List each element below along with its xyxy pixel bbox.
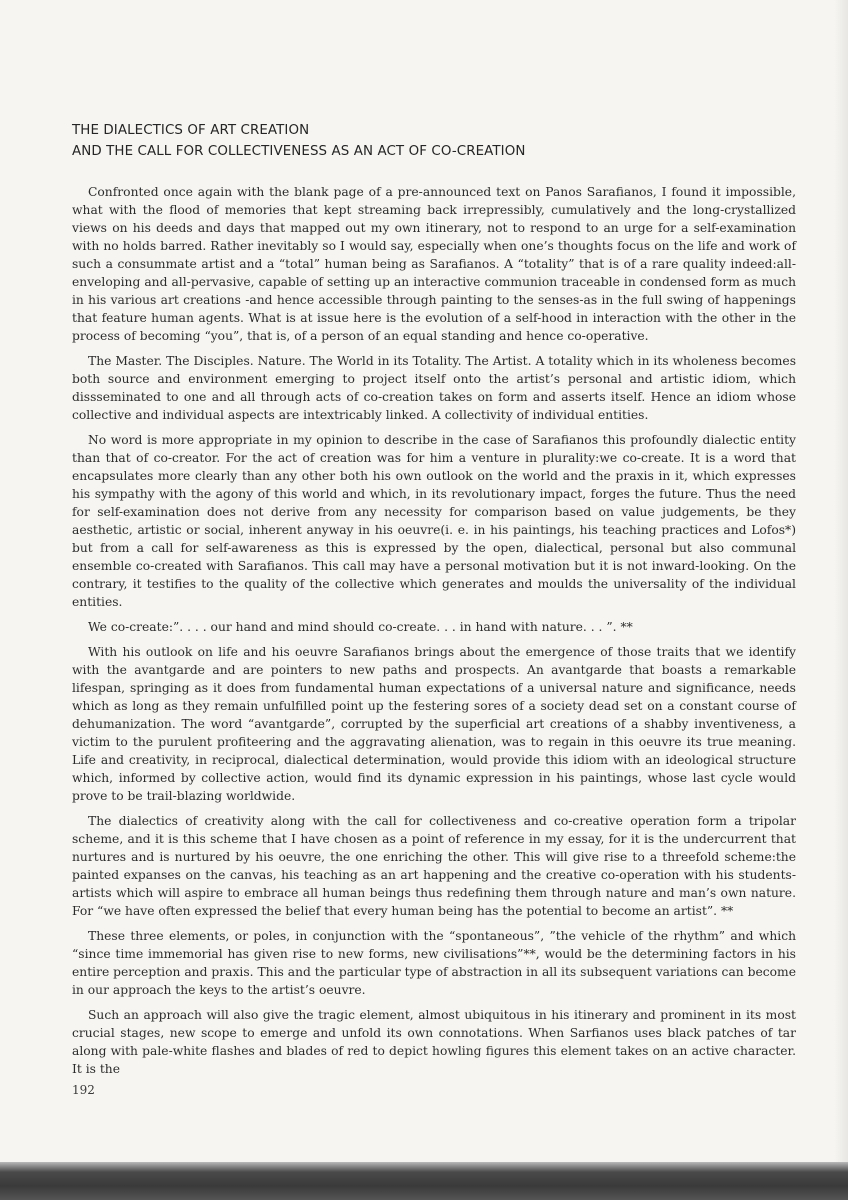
paragraph: We co-create:”. . . . our hand and mind should co-create. . . in hand with nature. . . ”. ** (88, 620, 633, 634)
paragraph: These three elements, or poles, in conjunction with the “spontaneous”, ”the vehicle of the rhythm” and which “since time immemorial has given rise to new forms, new civilisations”**, would be the determining factors in his entire perception and praxis. This and the particular type of abstraction in all its subsequent variations can become in our approach the keys to the artist’s oeuvre. (72, 929, 796, 997)
heading-line-1: THE DIALECTICS OF ART CREATION (72, 123, 310, 138)
heading-line-2: AND THE CALL FOR COLLECTIVENESS AS AN ACT OF CO-CREATION (72, 144, 526, 159)
paragraph: Confronted once again with the blank page of a pre-announced text on Panos Sarafianos, I found it impossible, what with the flood of memories that kept streaming back irrepressibly, cumulatively and the long-crystallized views on his deeds and days that mapped out my own itinerary, not to respond to an urge for a self-examination with no holds barred. Rather inevitably so I would say, especially when one’s thoughts focus on the life and work of such a consummate artist and a “total” human being as Sarafianos. A “totality” that is of a rare quality indeed:all-enveloping and all-pervasive, capable of setting up an interactive communion traceable in condensed form as much in his various art creations -and hence accessible through painting to the senses-as in the full swing of happenings that feature human agents. What is at issue here is the evolution of a self-hood in interaction with the other in the process of becoming “you”, that is, of a person of an equal standing and hence co-operative. (72, 185, 796, 343)
paragraph: The dialectics of creativity along with the call for collectiveness and co-creative operation form a tripolar scheme, and it is this scheme that I have chosen as a point of reference in my essay, for it is the undercurrent that nurtures and is nurtured by his oeuvre, the one enriching the other. This will give rise to a threefold scheme:the painted expanses on the canvas, his teaching as an art happening and the creative co-operation with his students-artists which will aspire to embrace all human beings thus redefining them through nature and man’s own nature. For “we have often expressed the belief that every human being has the potential to become an artist”. ** (72, 814, 796, 918)
scan-bottom-edge (0, 1162, 848, 1200)
page-edge-shadow (834, 0, 848, 1200)
article-heading (72, 120, 772, 162)
page-number: 192 (72, 1083, 95, 1097)
paragraph: The Master. The Disciples. Nature. The World in its Totality. The Artist. A totality which in its wholeness becomes both source and environment emerging to project itself onto the artist’s personal and artistic idiom, which dissseminated to one and all through acts of co-creation takes on form and asserts itself. Hence an idiom whose collective and individual aspects are intextricably linked. A collectivity of individual entities. (72, 354, 796, 422)
paragraph: With his outlook on life and his oeuvre Sarafianos brings about the emergence of those traits that we identify with the avantgarde and are pointers to new paths and prospects. An avantgarde that boasts a remarkable lifespan, springing as it does from fundamental human expectations of a universal nature and significance, needs which as long as they remain unfulfilled point up the festering sores of a society dead set on a constant course of dehumanization. The word “avantgarde”, corrupted by the superficial art creations of a shabby inventiveness, a victim to the purulent profiteering and the aggravating alienation, was to regain in this oeuvre its true meaning. Life and creativity, in reciprocal, dialectical determination, would provide this idiom with an ideological structure which, informed by collective action, would find its dynamic expression in his paintings, whose last cycle would prove to be trail-blazing worldwide. (72, 645, 796, 803)
paragraph: Such an approach will also give the tragic element, almost ubiquitous in his itinerary and prominent in its most crucial stages, new scope to emerge and unfold its own connotations. When Sarfianos uses black patches of tar along with pale-white flashes and blades of red to depict howling figures this element takes on an active character. It is the (72, 1008, 796, 1076)
article-body (72, 183, 796, 1085)
paragraph: No word is more appropriate in my opinion to describe in the case of Sarafianos this profoundly dialectic entity than that of co-creator. For the act of creation was for him a venture in plurality:we co-create. It is a word that encapsulates more clearly than any other both his own outlook on the world and the praxis in it, which expresses his sympathy with the agony of this world and which, in its revolutionary impact, forges the future. Thus the need for self-examination does not derive from any necessity for comparison based on value judgements, be they aesthetic, artistic or social, inherent anyway in his oeuvre(i. e. in his paintings, his teaching practices and Lofos*) but from a call for self-awareness as this is expressed by the open, dialectical, personal but also communal ensemble co-created with Sarafianos. This call may have a personal motivation but it is not inward-looking. On the contrary, it testifies to the quality of the collective which generates and moulds the universality of the individual entities. (72, 433, 796, 609)
